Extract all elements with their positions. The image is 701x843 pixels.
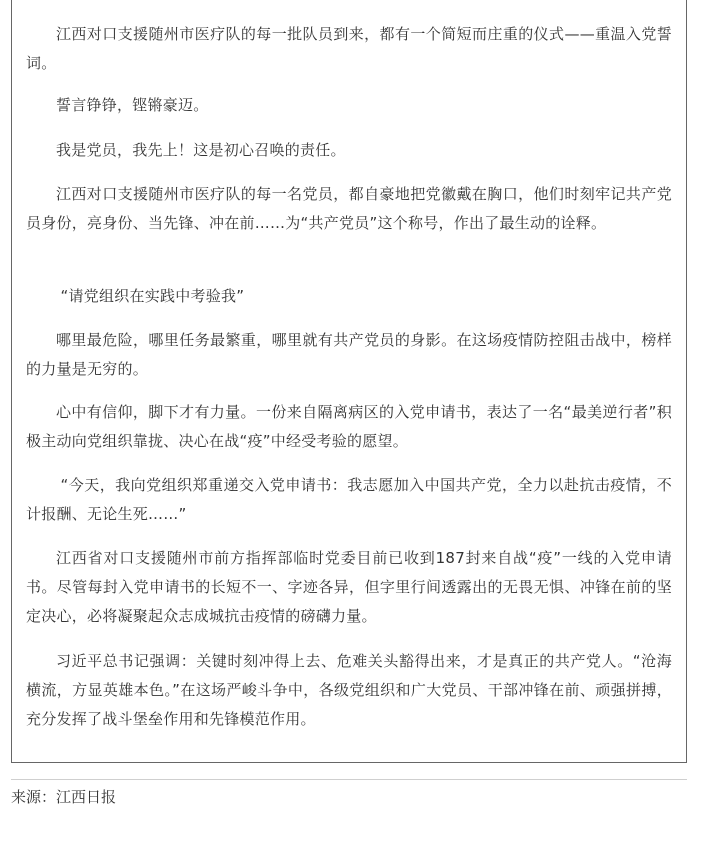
footer-divider [11, 779, 687, 780]
source-credit: 来源：江西日报 [11, 788, 117, 806]
article-paragraph-4: 江西对口支援随州市医疗队的每一名党员，都自豪地把党徽戴在胸口，他们时刻牢记共产党员身份，亮身份、当先锋、冲在前……为“共产党员”这个称号，作出了最生动的诠释。 [26, 185, 672, 232]
article-paragraph-1: 江西对口支援随州市医疗队的每一批队员到来，都有一个简短而庄重的仪式——重温入党誓词。 [26, 25, 672, 72]
article-paragraph-8: 习近平总书记强调：关键时刻冲得上去、危难关头豁得出来，才是真正的共产党人。“沧海横流，方显英雄本色。”在这场严峻斗争中，各级党组织和广大党员、干部冲锋在前、顽强拼搏，充分发挥了战斗堡垒作用和先锋模范作用。 [26, 652, 672, 728]
article-paragraph-2: 誓言铮铮，铿锵豪迈。 [56, 96, 209, 114]
article-quote: “今天，我向党组织郑重递交入党申请书：我志愿加入中国共产党，全力以赴抗击疫情，不计报酬、无论生死……” [26, 476, 672, 523]
article-paragraph-3: 我是党员，我先上！这是初心召唤的责任。 [56, 141, 346, 159]
article-paragraph-5: 哪里最危险，哪里任务最繁重，哪里就有共产党员的身影。在这场疫情防控阻击战中，榜样的力量是无穷的。 [26, 331, 672, 378]
article-paragraph-6: 心中有信仰，脚下才有力量。一份来自隔离病区的入党申请书，表达了一名“最美逆行者”积极主动向党组织靠拢、决心在战“疫”中经受考验的愿望。 [26, 403, 672, 450]
article-subheading: “请党组织在实践中考验我” [60, 287, 245, 305]
article-body [11, 0, 687, 763]
article-paragraph-7: 江西省对口支援随州市前方指挥部临时党委目前已收到187封来自战“疫”一线的入党申请书。尽管每封入党申请书的长短不一、字迹各异，但字里行间透露出的无畏无惧、冲锋在前的坚定决心，必将凝聚起众志成城抗击疫情的磅礴力量。 [26, 549, 672, 625]
